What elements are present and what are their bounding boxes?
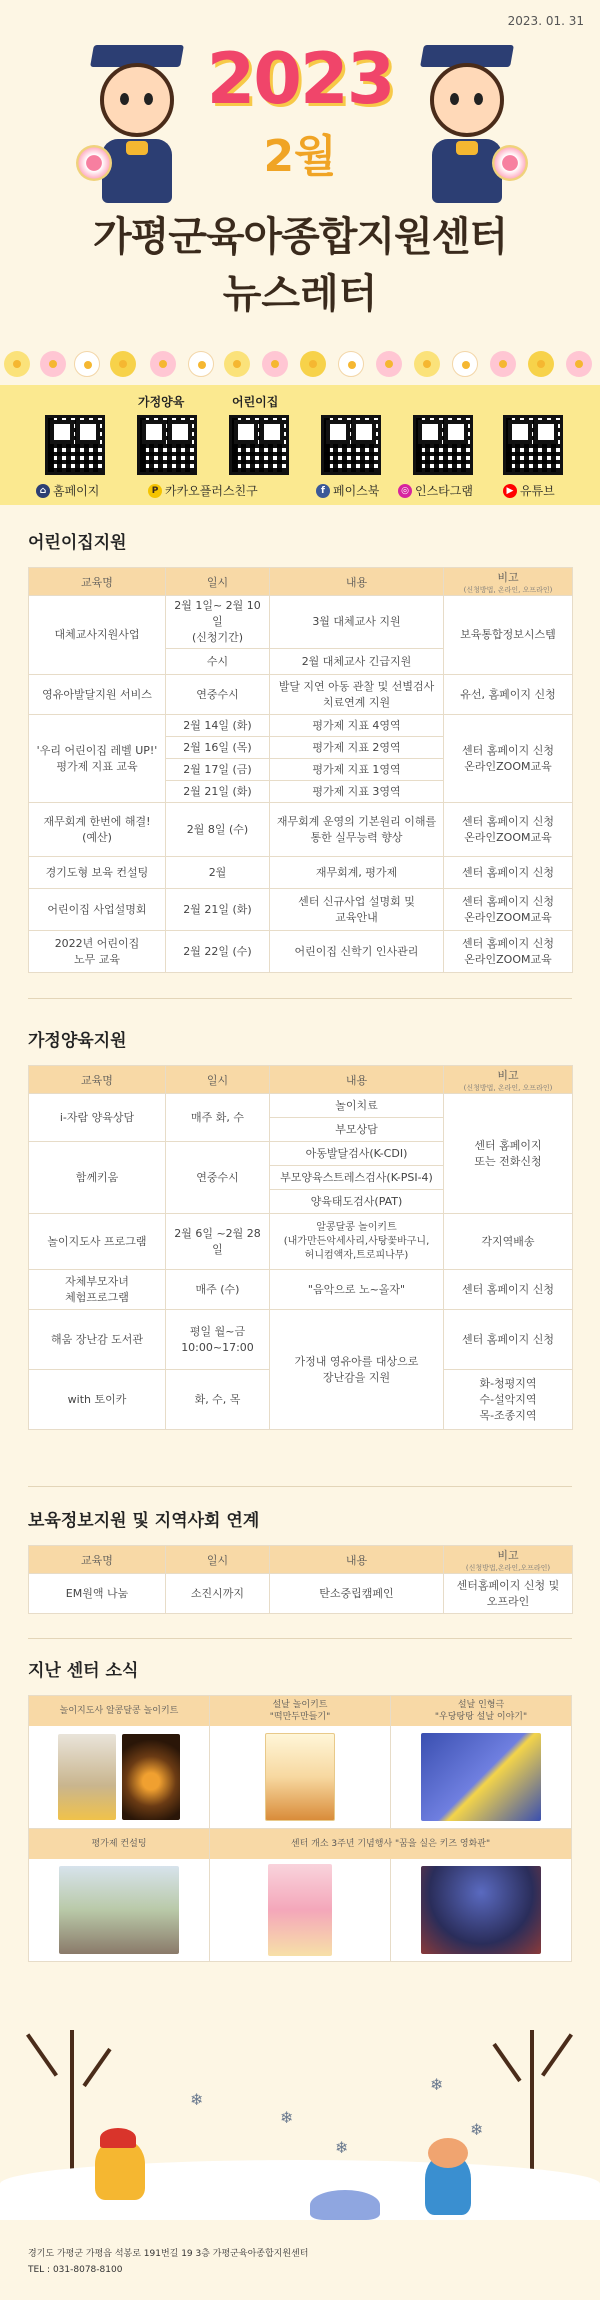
table-cell: 유선, 홈페이지 신청 [444, 675, 573, 715]
kakao-link[interactable] [148, 482, 258, 499]
footer-contact [28, 2246, 308, 2278]
news-heading: 설날 인형극 "우당탕탕 설날 이야기" [391, 1696, 571, 1726]
table-cell: 놀이지도사 프로그램 [29, 1214, 166, 1270]
homepage-qr[interactable] [45, 415, 105, 475]
table-cell: 센터 신규사업 설명회 및 교육안내 [270, 889, 444, 931]
table-cell: '우리 어린이집 레벨 UP!' 평가제 지표 교육 [29, 715, 166, 803]
kid-shoveling-illustration [95, 2140, 145, 2200]
tree-branch [26, 2033, 58, 2076]
qr-code-icon [503, 415, 563, 475]
table-cell: 평가제 지표 1영역 [270, 759, 444, 781]
table-cell: 재무회계 운영의 기본원리 이해를 통한 실무능력 향상 [270, 803, 444, 857]
winter-hat [100, 2128, 136, 2148]
table-cell: 3월 대체교사 지원 [270, 596, 444, 649]
year-heading: 2023 [206, 38, 394, 120]
table-cell: EM원액 나눔 [29, 1574, 166, 1614]
table-cell: with 토이카 [29, 1370, 166, 1430]
month-heading: 2월 [263, 131, 337, 182]
news-photo-playkit [29, 1726, 210, 1828]
instagram-link[interactable] [398, 482, 473, 499]
table-cell: 센터 홈페이지 또는 전화신청 [444, 1094, 573, 1214]
col-header: 일시 [166, 1546, 270, 1574]
table-cell: 2월 21일 (화) [166, 781, 270, 803]
col-header: 일시 [166, 568, 270, 596]
newsletter-header [0, 0, 600, 345]
table-cell: 2월 22일 (수) [166, 931, 270, 973]
snowflake-icon: ❄ [430, 2075, 444, 2094]
table-cell: 해움 장난감 도서관 [29, 1310, 166, 1370]
col-header: 일시 [166, 1066, 270, 1094]
section-title: 어린이집지원 [28, 533, 127, 553]
issue-date: 2023. 01. 31 [507, 14, 584, 28]
table-cell: 2022년 어린이집 노무 교육 [29, 931, 166, 973]
tree-branch [82, 2048, 111, 2087]
table-cell: 센터 홈페이지 신청 [444, 857, 573, 889]
col-header: 교육명 [29, 568, 166, 596]
table-cell: 센터 홈페이지 신청 온라인ZOOM교육 [444, 715, 573, 803]
news-heading: 센터 개소 3주년 기념행사 "꿈을 실은 키즈 영화관" [210, 1829, 571, 1859]
facebook-label: 페이스북 [333, 484, 380, 498]
table-cell: 평가제 지표 3영역 [270, 781, 444, 803]
home-parenting-table [28, 1065, 573, 1430]
section-divider [28, 1486, 572, 1487]
snowflake-icon: ❄ [335, 2138, 349, 2157]
table-cell: 2월 16일 (목) [166, 737, 270, 759]
news-photo-kids-cinema [391, 1859, 571, 1961]
kid-face [428, 2138, 468, 2168]
past-news-section [28, 1656, 572, 1962]
col-header: 비고 (신청방법, 온라인, 오프라인) [444, 1066, 573, 1094]
qr-code-icon [321, 415, 381, 475]
instagram-label: 인스타그램 [415, 484, 473, 498]
section-divider [28, 998, 572, 999]
table-cell: 2월 [166, 857, 270, 889]
table-cell: 센터 홈페이지 신청 [444, 1310, 573, 1370]
table-cell: 알콩달콩 놀이키트 (내가만든악세사리,사탕꽃바구니, 허니컴액자,트로피나무) [270, 1214, 444, 1270]
kakao-daycare-qr[interactable] [229, 415, 289, 475]
instagram-qr[interactable] [413, 415, 473, 475]
table-cell: 평일 월~금 10:00~17:00 [166, 1310, 270, 1370]
table-cell: 2월 대체교사 긴급지원 [270, 649, 444, 675]
daycare-support-section [28, 528, 572, 973]
table-cell: 양육태도검사(PAT) [270, 1190, 444, 1214]
col-header: 내용 [270, 1546, 444, 1574]
qr-label-daycare: 어린이집 [232, 395, 279, 409]
table-cell: 화-청평지역 수-설악지역 목-조종지역 [444, 1370, 573, 1430]
col-header: 내용 [270, 568, 444, 596]
news-heading: 놀이지도사 알콩달콩 놀이키트 [29, 1696, 210, 1726]
youtube-icon: ▶ [503, 484, 517, 498]
homepage-label: 홈페이지 [53, 484, 100, 498]
youtube-qr[interactable] [503, 415, 563, 475]
table-cell: 2월 14일 (화) [166, 715, 270, 737]
facebook-link[interactable] [316, 482, 379, 499]
news-photo-lunar-kit [210, 1726, 391, 1828]
kid-lying-snow-illustration [310, 2190, 380, 2220]
col-header: 비고 (신청방법,온라인,오프라인) [444, 1546, 573, 1574]
winter-footer [0, 1990, 600, 2300]
tree-branch [541, 2033, 573, 2076]
table-cell: 경기도형 보육 컨설팅 [29, 857, 166, 889]
table-cell: 아동발달검사(K-CDI) [270, 1142, 444, 1166]
table-cell: 대체교사지원사업 [29, 596, 166, 675]
news-photo-puppet-show [391, 1726, 571, 1828]
table-cell: 어린이집 신학기 인사관리 [270, 931, 444, 973]
center-title: 가평군육아종합지원센터 [92, 214, 508, 260]
table-cell: 2월 8일 (수) [166, 803, 270, 857]
table-cell: 매주 (수) [166, 1270, 270, 1310]
snow-ground [0, 2160, 600, 2220]
table-cell: 어린이집 사업설명회 [29, 889, 166, 931]
youtube-link[interactable] [503, 482, 555, 499]
flower-border-decoration [0, 345, 600, 385]
table-cell: 탄소중립캠페인 [270, 1574, 444, 1614]
table-cell: 부모양육스트레스검사(K-PSI-4) [270, 1166, 444, 1190]
col-header: 교육명 [29, 1546, 166, 1574]
bare-tree-right [530, 2030, 534, 2180]
table-cell: 2월 1일~ 2월 10일 (신청기간) [166, 596, 270, 649]
snowflake-icon: ❄ [470, 2120, 484, 2139]
section-title: 가정양육지원 [28, 1031, 127, 1051]
qr-code-icon [413, 415, 473, 475]
table-cell: 부모상담 [270, 1118, 444, 1142]
table-cell: "음악으로 노~올자" [270, 1270, 444, 1310]
table-cell: 연중수시 [166, 675, 270, 715]
col-header: 교육명 [29, 1066, 166, 1094]
homepage-link[interactable] [36, 482, 99, 499]
table-cell: 센터 홈페이지 신청 [444, 1270, 573, 1310]
section-title: 보육정보지원 및 지역사회 연계 [28, 1511, 260, 1531]
table-cell: 수시 [166, 649, 270, 675]
col-header: 비고 (신청방법, 온라인, 오프라인) [444, 568, 573, 596]
table-cell: 각지역배송 [444, 1214, 573, 1270]
qr-code-icon [229, 415, 289, 475]
table-cell: 보육통합정보시스템 [444, 596, 573, 675]
instagram-icon: ◎ [398, 484, 412, 498]
table-cell: 연중수시 [166, 1142, 270, 1214]
table-cell: 함께키움 [29, 1142, 166, 1214]
facebook-qr[interactable] [321, 415, 381, 475]
news-photo-consulting [29, 1859, 210, 1961]
table-cell: 자체부모자녀 체험프로그램 [29, 1270, 166, 1310]
table-cell: 센터 홈페이지 신청 온라인ZOOM교육 [444, 889, 573, 931]
facebook-icon: f [316, 484, 330, 498]
tree-branch [492, 2043, 521, 2082]
table-cell: 센터홈페이지 신청 및 오프라인 [444, 1574, 573, 1614]
kakao-label: 카카오플러스친구 [165, 484, 258, 498]
kakao-icon: P [148, 484, 162, 498]
kakao-home-qr[interactable] [137, 415, 197, 475]
youtube-label: 유튜브 [520, 484, 555, 498]
table-cell: 화, 수, 목 [166, 1370, 270, 1430]
news-photo-anniversary-poster [210, 1859, 391, 1961]
footer-tel: TEL : 031-8078-8100 [28, 2265, 123, 2275]
home-parenting-section [28, 1026, 572, 1430]
community-section [28, 1506, 572, 1614]
daycare-table [28, 567, 573, 973]
table-cell: 가정내 영유아를 대상으로 장난감을 지원 [270, 1310, 444, 1430]
past-news-grid [28, 1695, 572, 1962]
newsletter-title: 뉴스레터 [222, 271, 378, 317]
bare-tree-left [70, 2030, 74, 2180]
table-cell: 매주 화, 수 [166, 1094, 270, 1142]
qr-code-icon [137, 415, 197, 475]
footer-address: 경기도 가평군 가평읍 석봉로 191번길 19 3층 가평군육아종합지원센터 [28, 2249, 309, 2259]
table-cell: 소진시까지 [166, 1574, 270, 1614]
col-header: 내용 [270, 1066, 444, 1094]
section-title: 지난 센터 소식 [28, 1661, 139, 1681]
qr-label-home-parenting: 가정양육 [138, 395, 185, 409]
table-cell: 2월 21일 (화) [166, 889, 270, 931]
table-cell: 센터 홈페이지 신청 온라인ZOOM교육 [444, 931, 573, 973]
snowflake-icon: ❄ [190, 2090, 204, 2109]
table-cell: 재무회계, 평가제 [270, 857, 444, 889]
news-heading: 설날 놀이키트 "떡만두만들기" [210, 1696, 391, 1726]
table-cell: 영유아발달지원 서비스 [29, 675, 166, 715]
table-cell: 평가제 지표 2영역 [270, 737, 444, 759]
table-cell: i-자람 양육상담 [29, 1094, 166, 1142]
table-cell: 평가제 지표 4영역 [270, 715, 444, 737]
qr-code-links [0, 385, 600, 505]
snowflake-icon: ❄ [280, 2108, 294, 2127]
table-cell: 발달 지연 아동 관찰 및 선별검사 치료연계 지원 [270, 675, 444, 715]
table-cell: 2월 6일 ~2월 28일 [166, 1214, 270, 1270]
table-cell: 재무회계 한번에 해결! (예산) [29, 803, 166, 857]
home-icon: ⌂ [36, 484, 50, 498]
table-cell: 놀이치료 [270, 1094, 444, 1118]
qr-code-icon [45, 415, 105, 475]
table-cell: 2월 17일 (금) [166, 759, 270, 781]
news-heading: 평가제 컨설팅 [29, 1829, 210, 1859]
table-cell: 센터 홈페이지 신청 온라인ZOOM교육 [444, 803, 573, 857]
section-divider [28, 1638, 572, 1639]
community-table [28, 1545, 573, 1614]
